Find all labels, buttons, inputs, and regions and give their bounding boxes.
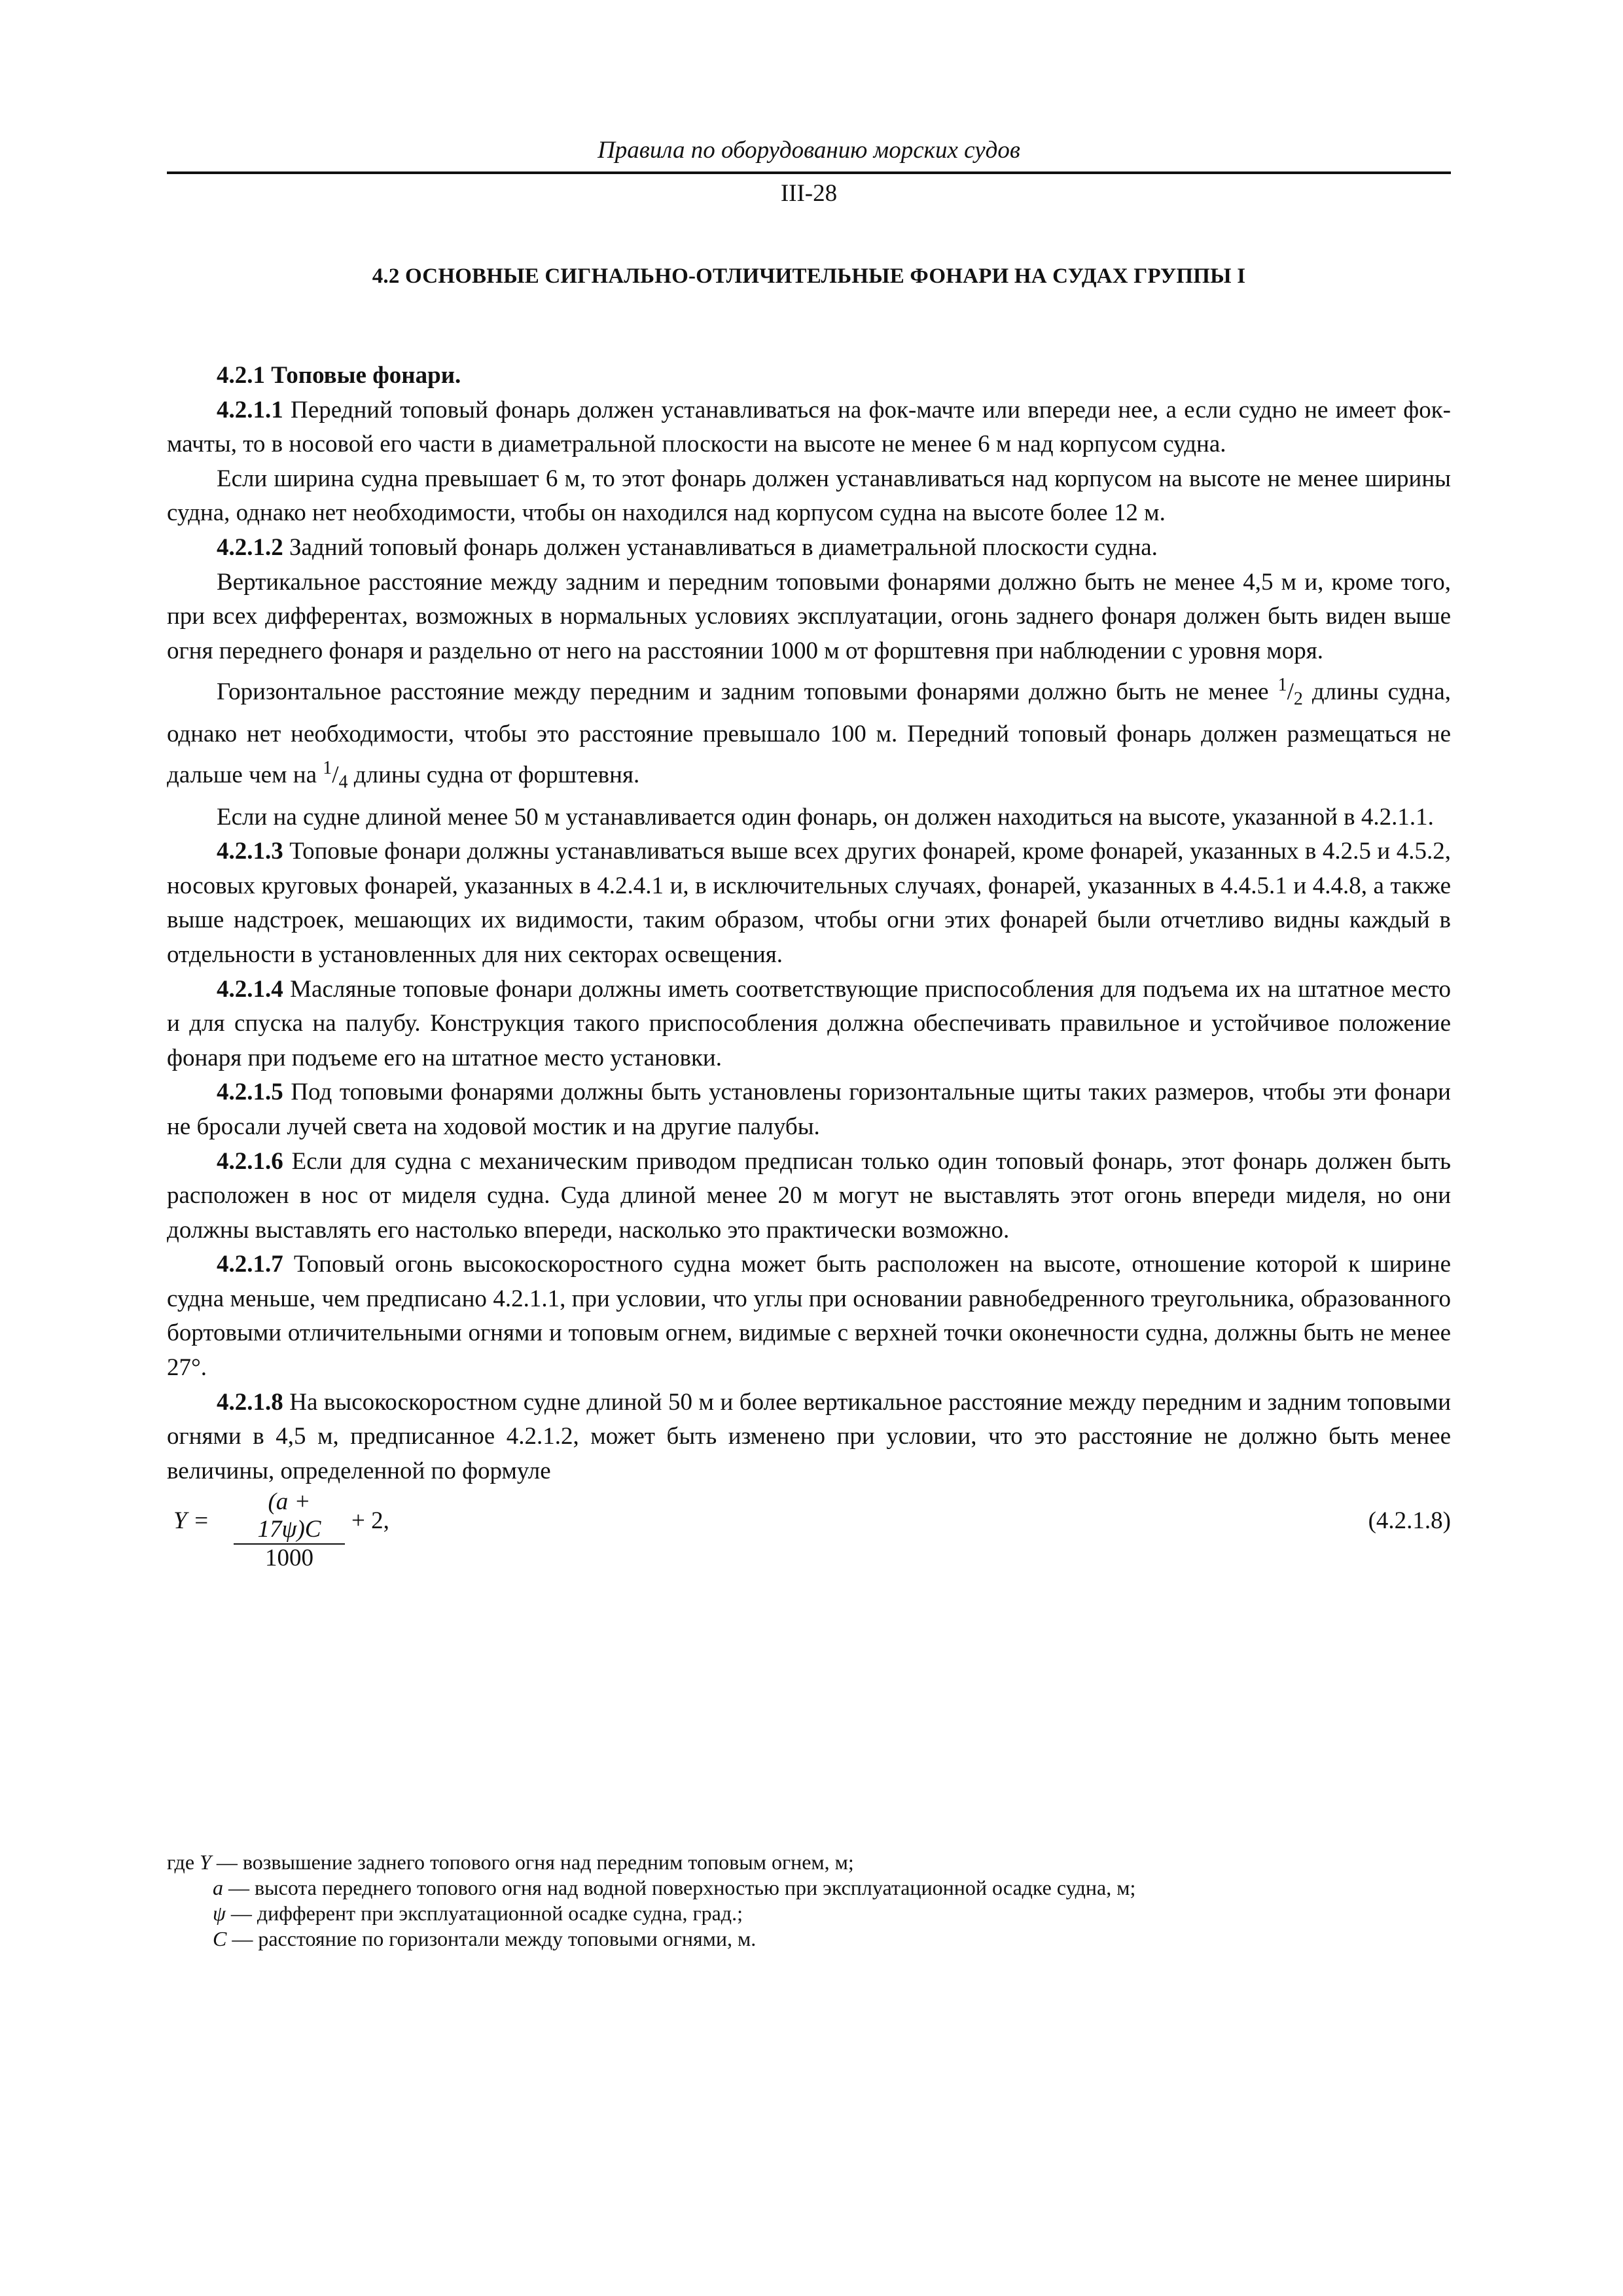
legend-text: — дифферент при эксплуатационной осадке судна, град.; bbox=[225, 1901, 743, 1925]
clause-number: 4.2.1.7 bbox=[217, 1251, 283, 1278]
formula-legend bbox=[167, 1850, 1451, 1952]
paragraph-4-2-1-5 bbox=[167, 1075, 1451, 1144]
paragraph-4-2-1-2 bbox=[167, 531, 1451, 565]
paragraph: Если на судне длиной менее 50 м устанавливается один фонарь, он должен находиться на высоте, указанной в 4.2.1.1. bbox=[217, 803, 1434, 831]
paragraph: Если ширина судна превышает 6 м, то этот фонарь должен устанавливаться над корпусом на высоте не менее ширины судна, однако нет необходимости, чтобы он находился над корпусом судна на высоте более 12 м. bbox=[167, 465, 1451, 527]
section-title: 4.2 ОСНОВНЫЕ СИГНАЛЬНО-ОТЛИЧИТЕЛЬНЫЕ ФОНАРИ НА СУДАХ ГРУППЫ I bbox=[372, 264, 1246, 288]
equation-number: (4.2.1.8) bbox=[1368, 1507, 1451, 1535]
legend-line bbox=[167, 1850, 1451, 1875]
clause-number: 4.2.1.4 bbox=[217, 975, 283, 1003]
formula-4-2-1-8 bbox=[167, 1488, 1451, 1572]
paragraph-4-2-1-3 bbox=[167, 834, 1451, 972]
fraction-numerator: 1 bbox=[1277, 675, 1287, 696]
paragraph-text: На высокоскоростном судне длиной 50 м и более вертикальное расстояние между передним и задним топовыми огнями в 4,5 м, предписанное 4.2.1.2, может быть изменено при условии, что это расстояние не должно быть менее величины, определенной по формуле bbox=[167, 1388, 1451, 1484]
document-body bbox=[167, 359, 1451, 1572]
clause-number: 4.2.1.8 bbox=[217, 1388, 283, 1416]
paragraph-with-fractions: Горизонтальное расстояние между передним и задним топовыми фонарями должно быть не менее $^1/_2$ длины судна, однако нет необходимости, чтобы это расстояние превышало 100 м. Передний топовый фонарь должен размещаться не дальше чем на $^1/_4$ длины судна от форштевня. bbox=[167, 675, 1451, 793]
clause-number: 4.2.1.6 bbox=[217, 1147, 283, 1175]
paragraph-text: Топовые фонари должны устанавливаться выше всех других фонарей, кроме фонарей, указанных в 4.2.5 и 4.5.2, носовых круговых фонарей, указанных в 4.2.4.1 и, в исключительных случаях, фонарей, указанных в 4.4.5.1 и 4.4.8, а также выше надстроек, мешающих их видимости, таким образом, чтобы огни этих фонарей были отчетливо видны каждый в отдельности в установленных для них секторах освещения. bbox=[167, 838, 1451, 968]
clause-number: 4.2.1.1 bbox=[217, 396, 283, 423]
formula-lhs: Y = bbox=[173, 1507, 209, 1535]
fraction-numerator: 1 bbox=[323, 758, 332, 779]
paragraph-text: длины судна, однако нет необходимости, чтобы это расстояние превышало 100 м. Передний топовый фонарь должен размещаться не дальше чем на bbox=[167, 678, 1451, 789]
paragraph-text: Передний топовый фонарь должен устанавливаться на фок-мачте или впереди нее, а если судно не имеет фок-мачты, то в носовой его части в диаметральной плоскости на высоте не менее 6 м над корпусом судна. bbox=[167, 396, 1451, 458]
paragraph-text: Под топовыми фонарями должны быть установлены горизонтальные щиты таких размеров, чтобы эти фонари не бросали лучей света на ходовой мостик и на другие палубы. bbox=[167, 1079, 1451, 1140]
page-number: III-28 bbox=[780, 180, 838, 207]
paragraph-text: Горизонтальное расстояние между передним и задним топовыми фонарями должно быть не менее bbox=[217, 678, 1278, 706]
paragraph-text: Если для судна с механическим приводом предписан только один топовый фонарь, этот фонарь должен быть расположен в нос от миделя судна. Суда длиной менее 20 м могут не выставлять этот огонь впереди миделя, но они должны выставлять его настолько впереди, насколько это практически возможно. bbox=[167, 1147, 1451, 1244]
legend-symbol: ψ bbox=[213, 1901, 226, 1925]
legend-text: — расстояние по горизонтали между топовыми огнями, м. bbox=[226, 1927, 757, 1950]
clause-number: 4.2.1.3 bbox=[217, 838, 283, 865]
subsection-heading: 4.2.1 Топовые фонари. bbox=[217, 362, 461, 389]
legend-symbol: a bbox=[213, 1876, 223, 1899]
formula-numerator: (a + 17ψ)C bbox=[234, 1488, 345, 1545]
legend-line bbox=[167, 1926, 1451, 1952]
paragraph-text: Масляные топовые фонари должны иметь соответствующие приспособления для подъема их на штатное место и для спуска на палубу. Конструкция такого приспособления должна обеспечивать правильное и устойчивое положение фонаря при подъеме его на штатное место установки. bbox=[167, 975, 1451, 1071]
running-title: Правила по оборудованию морских судов bbox=[597, 137, 1020, 164]
fraction-denominator: 2 bbox=[1293, 689, 1303, 710]
formula-fraction bbox=[234, 1488, 345, 1572]
legend-text: — возвышение заднего топового огня над передним топовым огнем, м; bbox=[211, 1850, 854, 1874]
legend-symbol: C bbox=[213, 1927, 227, 1950]
paragraph-text: Задний топовый фонарь должен устанавливаться в диаметральной плоскости судна. bbox=[283, 533, 1158, 561]
paragraph-4-2-1-4 bbox=[167, 973, 1451, 1076]
paragraph-text: длины судна от форштевня. bbox=[348, 761, 640, 789]
formula-denominator: 1000 bbox=[265, 1545, 313, 1572]
paragraph-4-2-1-8 bbox=[167, 1386, 1451, 1489]
paragraph-4-2-1-6 bbox=[167, 1145, 1451, 1248]
fraction-denominator: 4 bbox=[338, 772, 348, 793]
header-rule bbox=[167, 171, 1451, 174]
legend-symbol: Y bbox=[200, 1850, 211, 1874]
legend-prefix: где bbox=[167, 1850, 200, 1874]
paragraph: Вертикальное расстояние между задним и передним топовыми фонарями должно быть не менее 4,5 м и, кроме того, при всех дифферентах, возможных в нормальных условиях эксплуатации, огонь заднего фонаря должен быть виден выше огня переднего фонаря и раздельно от него на расстоянии 1000 м от форштевня при наблюдении с уровня моря. bbox=[167, 568, 1451, 664]
formula-rest: + 2, bbox=[351, 1507, 389, 1535]
paragraph-4-2-1-7 bbox=[167, 1247, 1451, 1385]
paragraph-4-2-1-1 bbox=[167, 393, 1451, 462]
legend-line bbox=[167, 1901, 1451, 1926]
legend-text: — высота переднего топового огня над водной поверхностью при эксплуатационной осадке судна, м; bbox=[223, 1876, 1136, 1899]
clause-number: 4.2.1.5 bbox=[217, 1079, 283, 1106]
paragraph-text: Топовый огонь высокоскоростного судна может быть расположен на высоте, отношение которой к ширине судна меньше, чем предписано 4.2.1.1, при условии, что углы при основании равнобедренного треугольника, образованного бортовыми отличительными огнями и топовым огнем, видимые с верхней точки оконечности судна, должны быть не менее 27°. bbox=[167, 1251, 1451, 1382]
legend-line bbox=[167, 1875, 1451, 1901]
clause-number: 4.2.1.2 bbox=[217, 533, 283, 561]
